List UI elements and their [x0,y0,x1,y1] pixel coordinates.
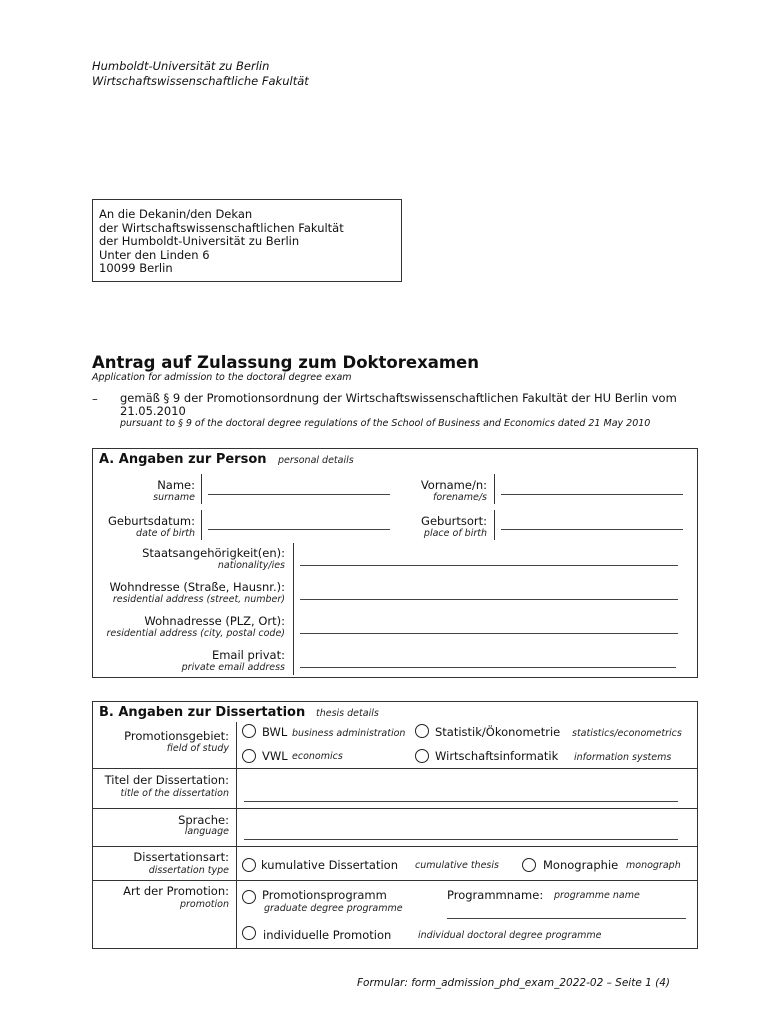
row-divider [92,808,698,809]
surname-label: Name: [157,478,195,492]
individual-promotion-radio[interactable] [242,926,256,940]
cumulative-radio[interactable] [242,858,256,872]
cumulative-option-label: kumulative Dissertation [261,858,398,872]
address-line: der Humboldt-Universität zu Berlin [99,234,300,248]
monograph-option-label-en: monograph [626,860,681,871]
surname-field[interactable] [208,494,390,495]
birthdate-label-en: date of birth [136,528,195,539]
programme-name-label: Programmname: [447,888,544,902]
list-dash: – [92,392,98,406]
language-field[interactable] [244,839,678,840]
bwl-radio[interactable] [242,724,256,738]
field-of-study-label: Promotionsgebiet: [124,729,229,743]
address-line: der Wirtschaftswissenschaftlichen Fakultät [99,220,344,235]
bwl-option-label-en: business administration [292,728,406,739]
row-divider [92,768,698,769]
birthplace-field[interactable] [501,529,683,530]
divider [293,543,294,675]
programme-name-field[interactable] [447,918,686,919]
birthdate-field[interactable] [208,529,390,530]
address-line: 10099 Berlin [99,261,173,275]
thesis-title-label: Titel der Dissertation: [104,773,229,787]
email-label: Email privat: [211,648,285,662]
vwl-option-label: VWL [262,749,288,763]
cumulative-option-label-en: cumulative thesis [415,860,499,871]
regulation-text: gemäß § 9 der Promotionsordnung der Wirtschaftswissenschaftlichen Fakultät der HU Berlin vom 21.05.2010 [120,391,677,418]
section-a-title-en: personal details [278,455,354,466]
divider [494,474,495,504]
divider [201,510,202,540]
row-divider [92,880,698,881]
promotion-type-label-en: promotion [179,899,229,910]
information-systems-radio[interactable] [415,749,429,763]
surname-label-en: surname [153,492,195,503]
divider [494,510,495,540]
city-label-en: residential address (city, postal code) [106,628,285,639]
individual-promotion-option-label: individuelle Promotion [263,928,392,942]
faculty-name: Wirtschaftswissenschaftliche Fakultät [92,74,309,88]
language-label-en: language [184,826,229,837]
row-divider [92,846,698,847]
email-field[interactable] [300,667,676,668]
dissertation-type-label-en: dissertation type [148,865,229,876]
forename-label: Vorname/n: [420,478,487,492]
bwl-option-label: BWL [262,725,288,739]
address-line: An die Dekanin/den Dekan [99,207,253,221]
section-b-title: B. Angaben zur Dissertation [99,705,306,720]
doctoral-program-radio[interactable] [242,890,256,904]
city-field[interactable] [300,633,678,634]
forename-field[interactable] [501,494,683,495]
birthdate-label: Geburtsdatum: [107,514,195,528]
doctoral-program-option-label: Promotionsprogramm [262,888,387,902]
monograph-option-label: Monographie [543,858,619,872]
nationality-label-en: nationality/ies [217,560,285,571]
forename-label-en: forename/s [433,492,487,503]
language-label: Sprache: [178,813,229,827]
individual-promotion-option-label-en: individual doctoral degree programme [418,930,602,941]
statistics-option-label-en: statistics/econometrics [572,728,682,739]
section-b-title-en: thesis details [316,708,379,719]
nationality-field[interactable] [300,565,678,566]
information-systems-option-label-en: information systems [574,752,672,763]
regulation-text-en: pursuant to § 9 of the doctoral degree regulations of the School of Business and Economics dated 21 May 2010 [120,418,651,429]
street-field[interactable] [300,599,678,600]
statistics-radio[interactable] [415,724,429,738]
address-box [92,199,402,282]
city-label: Wohnadresse (PLZ, Ort): [144,614,285,628]
programme-name-label-en: programme name [554,890,640,901]
letterhead [92,59,309,89]
doctoral-program-option-label-en: graduate degree programme [264,903,403,914]
vwl-option-label-en: economics [292,751,343,762]
monograph-radio[interactable] [522,858,536,872]
birthplace-label-en: place of birth [423,528,487,539]
street-label: Wohndresse (Straße, Hausnr.): [109,580,285,594]
promotion-type-label: Art der Promotion: [123,884,229,898]
birthplace-label: Geburtsort: [421,514,487,528]
address-line: Unter den Linden 6 [99,247,210,262]
thesis-title-field[interactable] [244,801,678,802]
email-label-en: private email address [181,662,285,673]
information-systems-option-label: Wirtschaftsinformatik [435,749,559,763]
section-a-title: A. Angaben zur Person [99,452,267,467]
university-name: Humboldt-Universität zu Berlin [92,59,270,73]
nationality-label: Staatsangehörigkeit(en): [142,546,285,560]
form-title: Antrag auf Zulassung zum Doktorexamen [92,353,479,372]
divider [201,474,202,504]
dissertation-type-label: Dissertationsart: [133,850,229,864]
statistics-option-label: Statistik/Ökonometrie [435,725,561,739]
vwl-radio[interactable] [242,749,256,763]
thesis-title-label-en: title of the dissertation [120,788,229,799]
page-footer: Formular: form_admission_phd_exam_2022-02 – Seite 1 (4) [357,977,671,989]
divider [236,722,237,949]
form-title-en: Application for admission to the doctoral degree exam [92,372,352,383]
field-of-study-label-en: field of study [166,743,229,754]
street-label-en: residential address (street, number) [112,594,285,605]
